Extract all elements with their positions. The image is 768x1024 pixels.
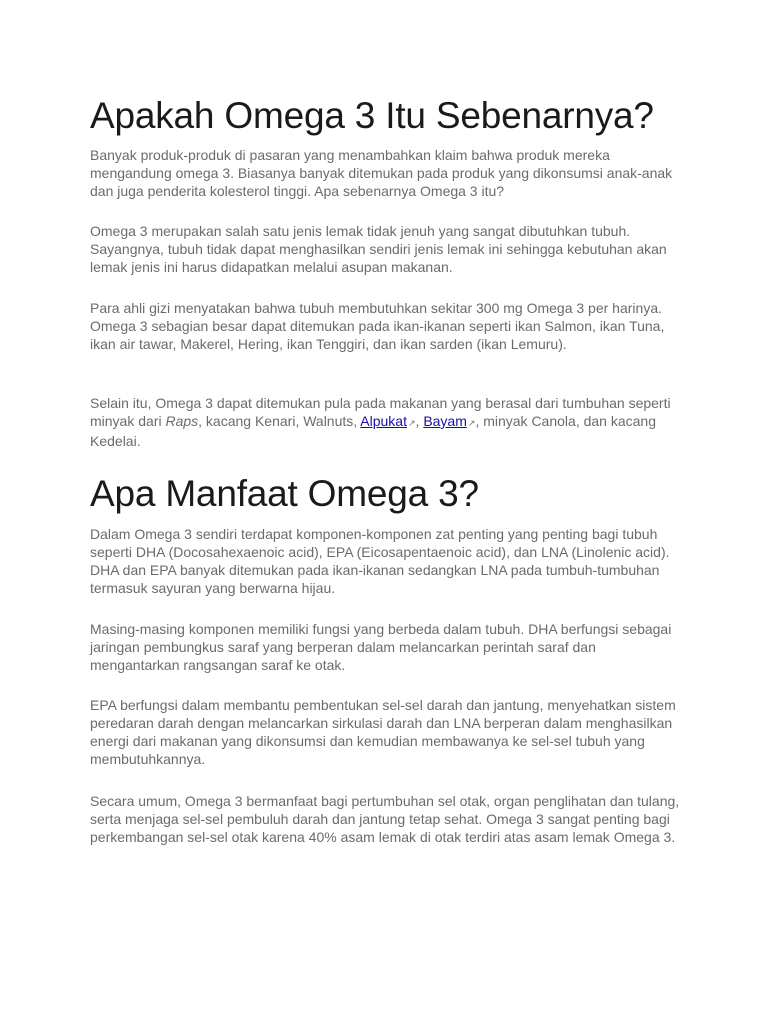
text-span: , minyak Canola, dan kacang Kedelai. [90,413,656,449]
external-link-icon: ↗ [467,418,476,428]
text-span: , [415,413,424,429]
paragraph: Banyak produk-produk di pasaran yang menambahkan klaim bahwa produk mereka mengandung omega 3. Biasanya banyak ditemukan pada produk yang dikonsumsi anak-anak dan juga penderita kolesterol tinggi. Apa sebenarnya Omega 3 itu? [90,147,673,199]
paragraph-plant-sources [90,394,680,450]
paragraph: Dalam Omega 3 sendiri terdapat komponen-komponen zat penting yang penting bagi tubuh seperti DHA (Docosahexaenoic acid), EPA (Eicosapentaenoic acid), dan LNA (Linolenic acid). DHA dan EPA banyak ditemukan pada ikan-ikanan sedangkan LNA pada tumbuh-tumbuhan termasuk sayuran yang berwarna hijau. [90,526,670,596]
paragraph: Para ahli gizi menyatakan bahwa tubuh membutuhkan sekitar 300 mg Omega 3 per harinya. Omega 3 sebagian besar dapat ditemukan pada ikan-ikanan seperti ikan Salmon, ikan Tuna, ikan air tawar, Makerel, Hering, ikan Tenggiri, dan ikan sarden (ikan Lemuru). [90,300,665,352]
paragraph: EPA berfungsi dalam membantu pembentukan sel-sel darah dan jantung, menyehatkan sistem peredaran darah dengan melancarkan sirkulasi darah dan LNA berperan dalam menghasilkan energi dari makanan yang dikonsumsi dan kemudian membawanya ke sel-sel tubuh yang membutuhkannya. [90,697,676,767]
text-span: Selain itu, Omega 3 dapat ditemukan pula pada makanan yang berasal dari tumbuhan seperti minyak dari [90,395,671,429]
link-bayam[interactable]: Bayam [423,413,467,429]
section-title-omega3: Apakah Omega 3 Itu Sebenarnya? [90,95,654,136]
external-link-icon: ↗ [407,418,416,428]
link-alpukat[interactable]: Alpukat [360,413,407,429]
text-span: , kacang Kenari, Walnuts, [198,413,361,429]
section-title-manfaat: Apa Manfaat Omega 3? [90,473,479,514]
text-span: Raps [165,413,199,429]
paragraph: Omega 3 merupakan salah satu jenis lemak tidak jenuh yang sangat dibutuhkan tubuh. Sayangnya, tubuh tidak dapat menghasilkan sendiri jenis lemak ini sehingga kebutuhan akan lemak jenis ini harus didapatkan melalui asupan makanan. [90,223,667,275]
paragraph: Secara umum, Omega 3 bermanfaat bagi pertumbuhan sel otak, organ penglihatan dan tulang, serta menjaga sel-sel pembuluh darah dan jantung tetap sehat. Omega 3 sangat penting bagi perkembangan sel-sel otak karena 40% asam lemak di otak terdiri atas asam lemak Omega 3. [90,793,680,845]
paragraph: Masing-masing komponen memiliki fungsi yang berbeda dalam tubuh. DHA berfungsi sebagai jaringan pembungkus saraf yang berperan dalam melancarkan perintah saraf dan mengantarkan rangsangan saraf ke otak. [90,621,672,673]
